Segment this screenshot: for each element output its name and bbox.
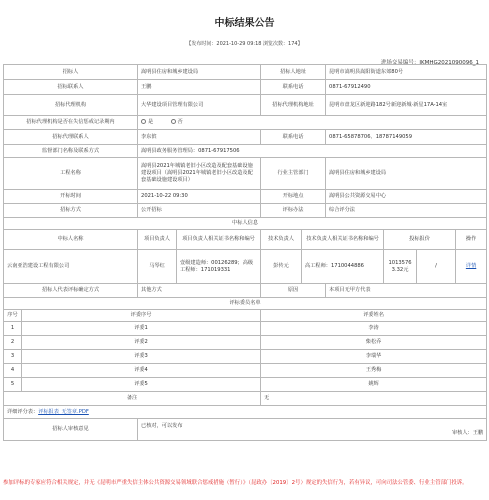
row-winner-section [4,218,487,230]
committee-row-seat: 评委2 [22,336,261,350]
winner-pm-cert: 壹级建造师：00126289；高级工程师：171019331 [177,250,261,284]
committee-row [4,336,487,350]
row-open-time [4,190,487,204]
committee-row [4,364,487,378]
supervisor-value: 嵩明县政务服务管理局：0871-67917506 [138,145,487,158]
committee-row-name: 柴松乔 [261,336,487,350]
eval-value: 综合评分法 [326,204,487,218]
reason-label: 原因 [261,284,326,298]
contact-label: 招标联系人 [4,80,138,95]
agency-contact-label: 招标代理联系人 [4,130,138,145]
winner-pm: 马琴红 [138,250,177,284]
winner-price: 10135763.32元 [384,250,417,284]
row-method [4,204,487,218]
row-remark [4,392,487,406]
row-opinion [4,419,487,441]
row-agency [4,95,487,116]
committee-header-name: 评委姓名 [261,310,487,322]
row-supervisor [4,145,487,158]
committee-row-name: 姚辉 [261,378,487,392]
winner-header-name: 中标人名称 [4,230,138,250]
winner-tech-cert: 高工程师：1710044886 [302,250,384,284]
row-record [4,116,487,130]
rep-label: 招标人代表评标确定方式 [4,284,138,298]
contact-value: 王鹏 [138,80,261,95]
winner-header-tech-cert: 技术负责人相关证书名称和编号 [302,230,384,250]
winner-tech: 彭传元 [261,250,302,284]
agency-phone-label: 联系电话 [261,130,326,145]
record-yes-label: 是 [148,119,154,125]
winner-name: 云南亚浩建设工程有限公司 [4,250,138,284]
eval-label: 评标办法 [261,204,326,218]
committee-row-seat: 评委3 [22,350,261,364]
industry-label: 行业主管部门 [261,158,326,190]
committee-row-no: 3 [4,350,22,364]
open-time-label: 开标时间 [4,190,138,204]
tenderer-label: 招标人 [4,65,138,80]
row-detail [4,406,487,419]
committee-row [4,322,487,336]
committee-row-no: 2 [4,336,22,350]
committee-row-seat: 评委4 [22,364,261,378]
winner-header-operation: 操作 [456,230,487,250]
detail-cell [4,406,487,419]
agency-contact-value: 李东傧 [138,130,261,145]
method-label: 招标方式 [4,204,138,218]
row-agency-contact [4,130,487,145]
row-tenderer [4,65,487,80]
committee-row-seat: 评委1 [22,322,261,336]
opinion-label: 招标人审核意见 [4,419,138,441]
row-winner-headers [4,230,487,250]
committee-row-no: 1 [4,322,22,336]
committee-row-name: 李涛 [261,322,487,336]
row-rep [4,284,487,298]
agency-value: 大华建设项目管理有限公司 [138,95,261,116]
industry-value: 嵩明县住房和城乡建设局 [326,158,487,190]
committee-row-name: 王秀梅 [261,364,487,378]
open-time-value: 2021-10-22 09:30 [138,190,261,204]
committee-row [4,378,487,392]
agency-address-label: 招标代理机构地址 [261,95,326,116]
row-contact [4,80,487,95]
trade-code: 进场交易编号：JKMHG2021090096_1 [380,60,479,66]
page-title: 中标结果公告 [214,18,275,29]
winner-section-heading: 中标人信息 [4,218,487,230]
project-label: 工程名称 [4,158,138,190]
agency-phone-value: 0871-65878706、18787149059 [326,130,487,145]
phone-label: 联系电话 [261,80,326,95]
method-value: 公开招标 [138,204,261,218]
record-options [138,116,487,130]
agency-address-value: 昆明市盘龙区新迎路182号新迎新城·新星17A-14室 [326,95,487,116]
open-place-label: 开标地点 [261,190,326,204]
committee-row-name: 李瑞华 [261,350,487,364]
publish-meta: 【发布时间：2021-10-29 09:18 浏览次数：174】 [186,41,303,47]
record-no-label: 否 [177,119,183,125]
row-committee-headers [4,310,487,322]
committee-header-no: 序号 [4,310,22,322]
committee-row-no: 5 [4,378,22,392]
committee-section-heading: 评标委员名单 [4,298,487,310]
open-place-value: 嵩明县公共资源交易中心 [326,190,487,204]
supervisor-label: 监督部门名称及联系方式 [4,145,138,158]
reviewer-text: 审核人：王鹏 [451,429,484,436]
rep-value: 其他方式 [138,284,261,298]
footer-notice: 参加评标的专家应符合相关规定，并无《昆明市严重失信主体公共资源交易领域联合惩戒措施（暂行）》（昆政办〔2019〕2号）规定的失信行为，若有异议，可向司法公管委、行业主管部门投诉。 [3,480,468,486]
tenderer-value: 嵩明县住房和城乡建设局 [138,65,261,80]
winner-header-pm-cert: 项目负责人相关证书名称和编号 [177,230,261,250]
committee-header-seat: 评委序号 [22,310,261,322]
row-project [4,158,487,190]
winner-price-slash: / [417,250,456,284]
record-no-radio[interactable] [171,119,176,124]
remark-label: 备注 [4,392,261,406]
agency-label: 招标代理机构 [4,95,138,116]
winner-header-pm: 项目负责人 [138,230,177,250]
detail-label: 详细评分表： [7,408,39,415]
committee-row [4,350,487,364]
project-value: 嵩明县2021年城镇老旧小区改造及配套基础设施建设项目（嵩明县2021年城镇老旧小区改造及配套基础设施建设项目） [138,158,261,190]
row-winner [4,250,487,284]
opinion-text: 已核对，可以发布 [141,422,183,429]
reason-value: 本项目无甲方代表 [326,284,487,298]
tenderer-address-label: 招标人地址 [261,65,326,80]
row-committee-section [4,298,487,310]
winner-header-price: 投标报价 [384,230,456,250]
tenderer-address-value: 昆明市嵩明县嵩阳街道东郊80号 [326,65,487,80]
record-label: 招标代理机构是否在失信惩戒记录期内 [4,116,138,130]
committee-row-no: 4 [4,364,22,378]
winner-header-tech: 技术负责人 [261,230,302,250]
committee-row-seat: 评委5 [22,378,261,392]
detail-pdf-link[interactable]: 评标报表_无签章.PDF [38,408,89,415]
winner-detail-link[interactable]: 详情 [465,263,477,269]
phone-value: 0871-67912490 [326,80,487,95]
remark-value: 无 [261,392,487,406]
record-yes-radio[interactable] [141,119,146,124]
announcement-table [3,64,487,441]
opinion-cell [138,419,487,441]
